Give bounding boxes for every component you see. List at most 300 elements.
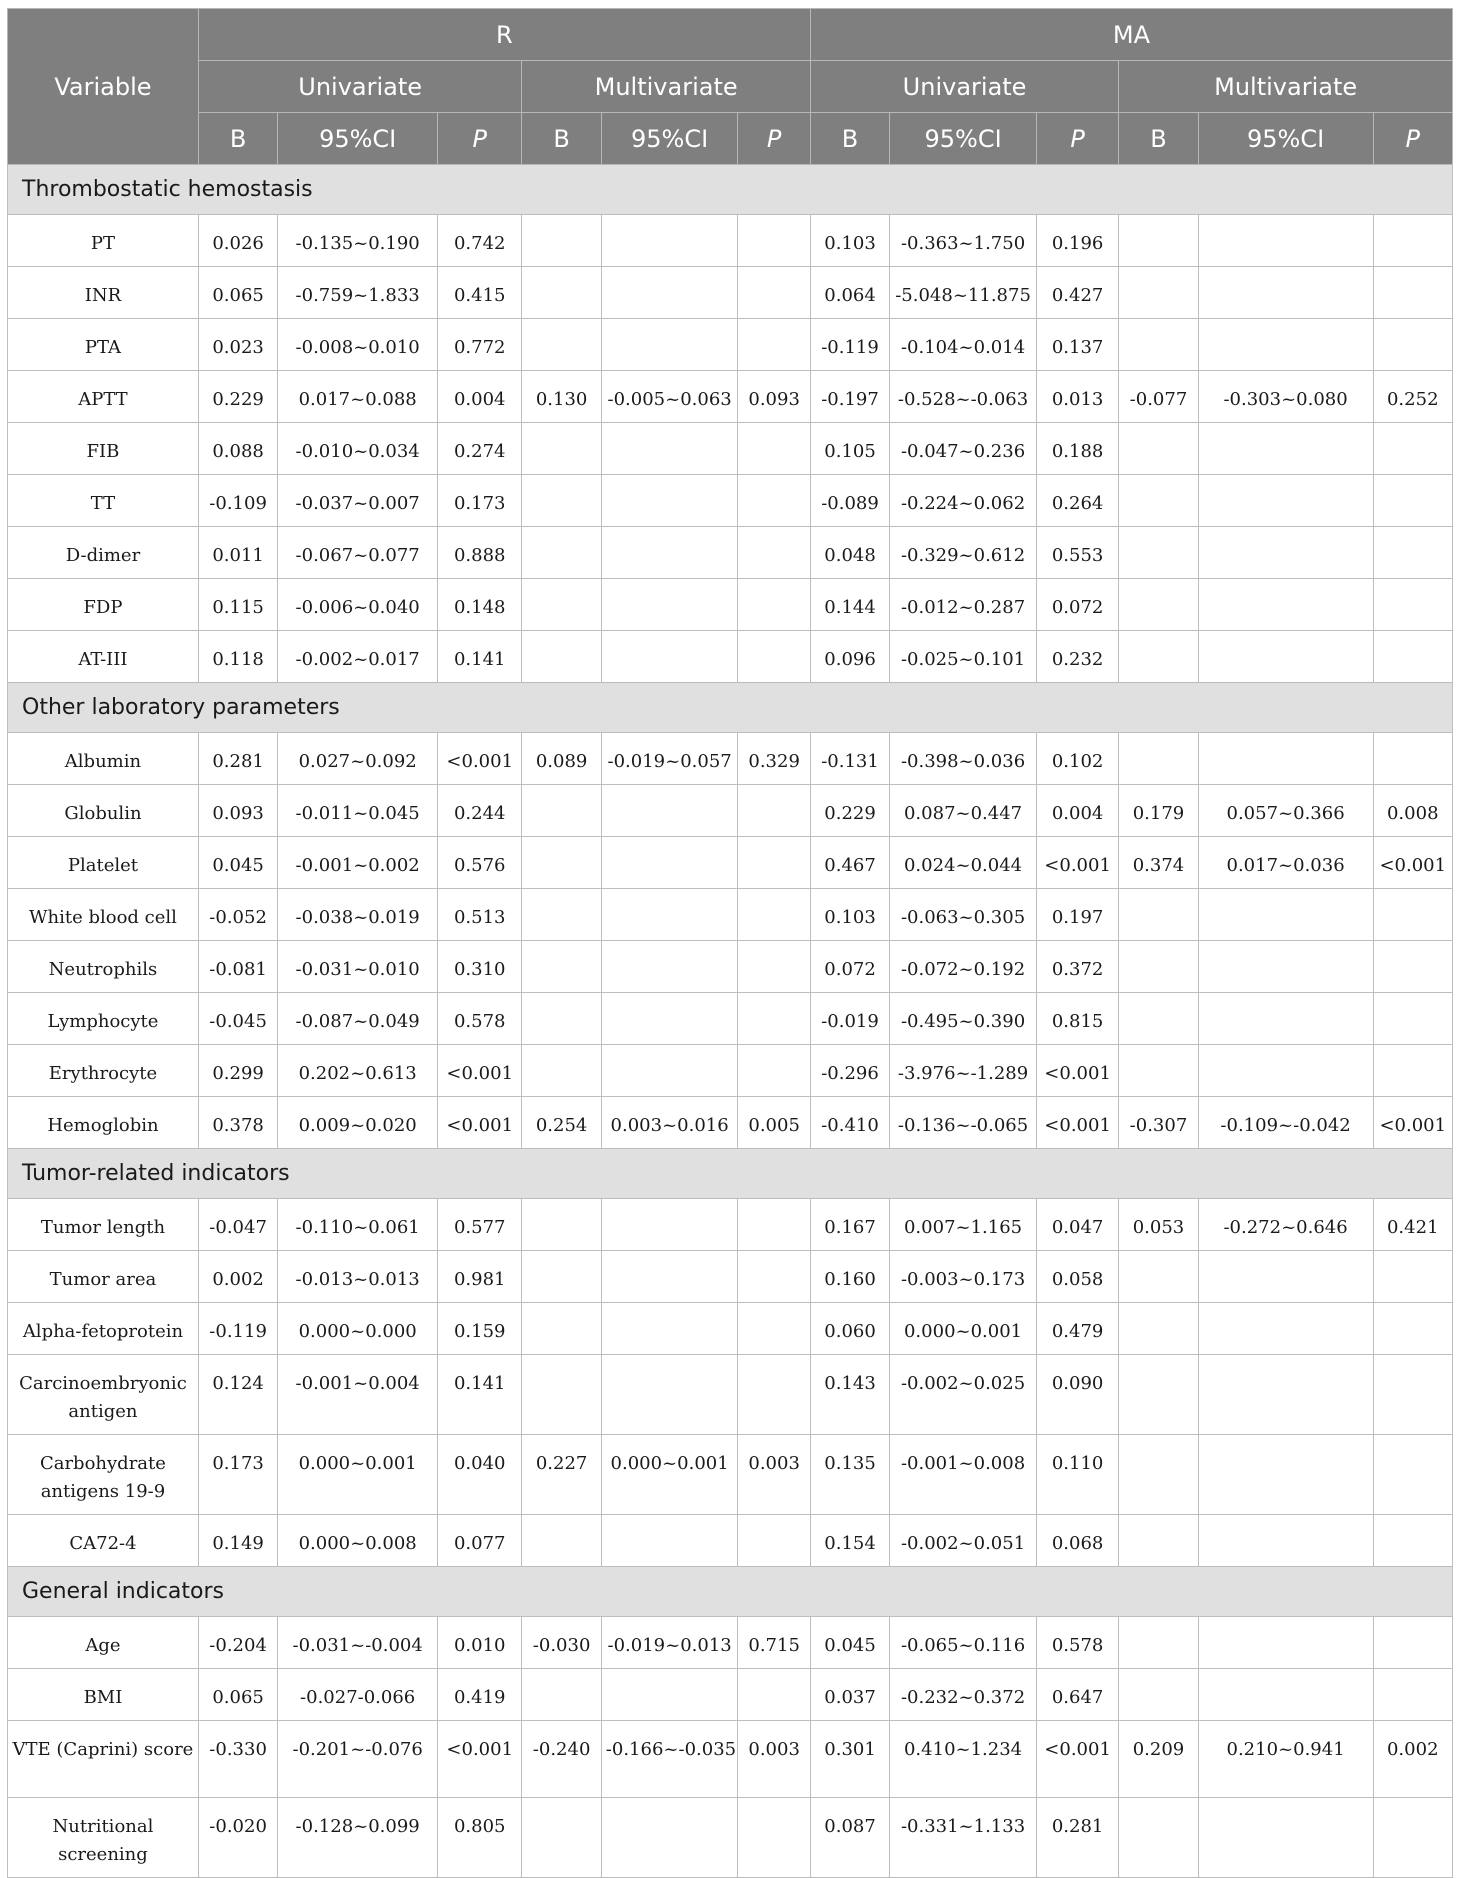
variable-cell: BMI xyxy=(8,1669,199,1721)
table-row xyxy=(8,785,1453,837)
value-cell: 0.027~0.092 xyxy=(278,733,438,785)
value-cell: 0.005 xyxy=(738,1097,810,1149)
value-cell: -0.025~0.101 xyxy=(890,631,1037,683)
value-cell: 0.000~0.001 xyxy=(890,1303,1037,1355)
value-cell: 0.024~0.044 xyxy=(890,837,1037,889)
variable-cell: Age xyxy=(8,1617,199,1669)
value-cell xyxy=(1198,267,1373,319)
value-cell: 0.077 xyxy=(438,1515,522,1567)
table-row xyxy=(8,371,1453,423)
value-cell xyxy=(738,1355,810,1435)
value-cell: 0.000~0.001 xyxy=(601,1435,738,1515)
value-cell: <0.001 xyxy=(1036,837,1118,889)
value-cell: 0.037 xyxy=(810,1669,889,1721)
value-cell: 0.017~0.036 xyxy=(1198,837,1373,889)
value-cell xyxy=(1373,267,1453,319)
value-cell xyxy=(522,527,601,579)
value-cell xyxy=(1373,631,1453,683)
value-cell: 0.252 xyxy=(1373,371,1453,423)
variable-cell: VTE (Caprini) score xyxy=(8,1721,199,1798)
section-header-row xyxy=(8,683,1453,733)
table-row xyxy=(8,1199,1453,1251)
value-cell: 0.202~0.613 xyxy=(278,1045,438,1097)
value-cell xyxy=(1373,1435,1453,1515)
variable-cell: Neutrophils xyxy=(8,941,199,993)
table-row xyxy=(8,1669,1453,1721)
section-title: Tumor-related indicators xyxy=(8,1149,1453,1199)
value-cell: 0.173 xyxy=(198,1435,277,1515)
value-cell xyxy=(601,579,738,631)
value-cell: -0.128~0.099 xyxy=(278,1798,438,1878)
value-cell: -0.119 xyxy=(198,1303,277,1355)
table-row xyxy=(8,1303,1453,1355)
value-cell: 0.715 xyxy=(738,1617,810,1669)
table-row xyxy=(8,1251,1453,1303)
value-cell xyxy=(1119,1355,1198,1435)
value-cell: <0.001 xyxy=(1036,1045,1118,1097)
value-cell: 0.188 xyxy=(1036,423,1118,475)
value-cell: <0.001 xyxy=(438,733,522,785)
value-cell xyxy=(522,1199,601,1251)
value-cell xyxy=(1373,579,1453,631)
table-row xyxy=(8,475,1453,527)
value-cell: <0.001 xyxy=(1373,1097,1453,1149)
value-cell xyxy=(738,1251,810,1303)
value-cell: 0.011 xyxy=(198,527,277,579)
table-row xyxy=(8,1617,1453,1669)
value-cell xyxy=(738,631,810,683)
table-row xyxy=(8,1798,1453,1878)
header-group-r: R xyxy=(198,9,810,61)
value-cell xyxy=(738,785,810,837)
header-r-multivariate: Multivariate xyxy=(522,61,810,113)
table-row xyxy=(8,579,1453,631)
value-cell: 0.372 xyxy=(1036,941,1118,993)
value-cell: -0.047~0.236 xyxy=(890,423,1037,475)
table-row xyxy=(8,733,1453,785)
header-r-univariate: Univariate xyxy=(198,61,522,113)
value-cell: <0.001 xyxy=(438,1721,522,1798)
variable-cell: INR xyxy=(8,267,199,319)
value-cell xyxy=(522,267,601,319)
value-cell: -0.272~0.646 xyxy=(1198,1199,1373,1251)
value-cell: 0.110 xyxy=(1036,1435,1118,1515)
value-cell: 0.281 xyxy=(198,733,277,785)
header-b: B xyxy=(198,113,277,165)
value-cell xyxy=(738,1515,810,1567)
table-body xyxy=(8,165,1453,1878)
variable-cell: TT xyxy=(8,475,199,527)
value-cell: 0.072 xyxy=(1036,579,1118,631)
header-variable: Variable xyxy=(8,9,199,165)
value-cell: 0.003 xyxy=(738,1721,810,1798)
value-cell xyxy=(1198,423,1373,475)
value-cell xyxy=(1119,941,1198,993)
value-cell: 0.772 xyxy=(438,319,522,371)
value-cell xyxy=(522,1515,601,1567)
value-cell: 0.427 xyxy=(1036,267,1118,319)
value-cell: 0.421 xyxy=(1373,1199,1453,1251)
value-cell: -0.045 xyxy=(198,993,277,1045)
value-cell: 0.374 xyxy=(1119,837,1198,889)
value-cell: 0.118 xyxy=(198,631,277,683)
value-cell xyxy=(1373,1669,1453,1721)
value-cell xyxy=(601,423,738,475)
value-cell: -0.019~0.057 xyxy=(601,733,738,785)
value-cell: 0.002 xyxy=(1373,1721,1453,1798)
value-cell: 0.057~0.366 xyxy=(1198,785,1373,837)
value-cell: 0.105 xyxy=(810,423,889,475)
value-cell: 0.093 xyxy=(198,785,277,837)
value-cell: 0.090 xyxy=(1036,1355,1118,1435)
value-cell xyxy=(1198,733,1373,785)
value-cell xyxy=(601,837,738,889)
table-row xyxy=(8,319,1453,371)
value-cell: 0.742 xyxy=(438,215,522,267)
value-cell: -0.089 xyxy=(810,475,889,527)
header-group-ma: MA xyxy=(810,9,1452,61)
header-p: P xyxy=(1373,113,1453,165)
value-cell xyxy=(601,941,738,993)
value-cell: 0.003 xyxy=(738,1435,810,1515)
value-cell xyxy=(522,475,601,527)
value-cell xyxy=(1119,319,1198,371)
value-cell xyxy=(1119,1617,1198,1669)
value-cell: 0.578 xyxy=(1036,1617,1118,1669)
value-cell xyxy=(738,527,810,579)
value-cell: -0.027-0.066 xyxy=(278,1669,438,1721)
header-p: P xyxy=(438,113,522,165)
value-cell xyxy=(522,1669,601,1721)
value-cell: -0.135~0.190 xyxy=(278,215,438,267)
value-cell xyxy=(601,631,738,683)
value-cell xyxy=(738,319,810,371)
value-cell: 0.124 xyxy=(198,1355,277,1435)
value-cell: 0.072 xyxy=(810,941,889,993)
value-cell xyxy=(1119,215,1198,267)
value-cell xyxy=(522,215,601,267)
results-table-container xyxy=(7,8,1453,1878)
value-cell: -0.010~0.034 xyxy=(278,423,438,475)
value-cell: -0.410 xyxy=(810,1097,889,1149)
value-cell: 0.013 xyxy=(1036,371,1118,423)
section-header-row xyxy=(8,1567,1453,1617)
value-cell: 0.815 xyxy=(1036,993,1118,1045)
header-b: B xyxy=(1119,113,1198,165)
value-cell: -0.329~0.612 xyxy=(890,527,1037,579)
value-cell: 0.096 xyxy=(810,631,889,683)
value-cell xyxy=(1373,1798,1453,1878)
value-cell xyxy=(1373,527,1453,579)
value-cell xyxy=(522,1303,601,1355)
table-row xyxy=(8,1045,1453,1097)
value-cell: 0.419 xyxy=(438,1669,522,1721)
value-cell: -0.067~0.077 xyxy=(278,527,438,579)
value-cell: 0.264 xyxy=(1036,475,1118,527)
value-cell: 0.229 xyxy=(810,785,889,837)
value-cell xyxy=(1119,889,1198,941)
variable-cell: Nutritional screening xyxy=(8,1798,199,1878)
value-cell: 0.045 xyxy=(198,837,277,889)
value-cell: -0.398~0.036 xyxy=(890,733,1037,785)
value-cell: 0.310 xyxy=(438,941,522,993)
value-cell xyxy=(738,837,810,889)
value-cell: 0.141 xyxy=(438,631,522,683)
value-cell: 0.007~1.165 xyxy=(890,1199,1037,1251)
value-cell xyxy=(1198,475,1373,527)
value-cell: <0.001 xyxy=(438,1097,522,1149)
value-cell: 0.087 xyxy=(810,1798,889,1878)
header-b: B xyxy=(522,113,601,165)
variable-cell: Lymphocyte xyxy=(8,993,199,1045)
value-cell: -0.303~0.080 xyxy=(1198,371,1373,423)
value-cell: 0.093 xyxy=(738,371,810,423)
value-cell: 0.009~0.020 xyxy=(278,1097,438,1149)
value-cell: -0.495~0.390 xyxy=(890,993,1037,1045)
value-cell xyxy=(601,1303,738,1355)
value-cell xyxy=(738,941,810,993)
value-cell: 0.000~0.000 xyxy=(278,1303,438,1355)
value-cell xyxy=(738,423,810,475)
table-row xyxy=(8,267,1453,319)
value-cell xyxy=(522,785,601,837)
value-cell: 0.274 xyxy=(438,423,522,475)
value-cell xyxy=(738,579,810,631)
value-cell: -5.048~11.875 xyxy=(890,267,1037,319)
value-cell: -0.063~0.305 xyxy=(890,889,1037,941)
value-cell: 0.064 xyxy=(810,267,889,319)
header-ma-univariate: Univariate xyxy=(810,61,1118,113)
value-cell xyxy=(1373,993,1453,1045)
value-cell: 0.103 xyxy=(810,215,889,267)
table-row xyxy=(8,1435,1453,1515)
value-cell xyxy=(1373,423,1453,475)
value-cell xyxy=(522,631,601,683)
variable-cell: AT-III xyxy=(8,631,199,683)
value-cell xyxy=(601,1515,738,1567)
value-cell: -0.002~0.051 xyxy=(890,1515,1037,1567)
value-cell: 0.149 xyxy=(198,1515,277,1567)
value-cell xyxy=(1198,631,1373,683)
value-cell xyxy=(1373,1251,1453,1303)
variable-cell: FDP xyxy=(8,579,199,631)
header-b: B xyxy=(810,113,889,165)
value-cell xyxy=(1198,1251,1373,1303)
value-cell: 0.647 xyxy=(1036,1669,1118,1721)
value-cell xyxy=(522,1251,601,1303)
header-ma-multivariate: Multivariate xyxy=(1119,61,1453,113)
value-cell: -0.109 xyxy=(198,475,277,527)
value-cell: -0.330 xyxy=(198,1721,277,1798)
value-cell: 0.065 xyxy=(198,1669,277,1721)
value-cell: <0.001 xyxy=(438,1045,522,1097)
value-cell: 0.148 xyxy=(438,579,522,631)
value-cell: 0.087~0.447 xyxy=(890,785,1037,837)
table-header xyxy=(8,9,1453,165)
value-cell xyxy=(1198,1435,1373,1515)
value-cell: 0.040 xyxy=(438,1435,522,1515)
value-cell xyxy=(1198,215,1373,267)
value-cell: 0.578 xyxy=(438,993,522,1045)
value-cell xyxy=(1119,1515,1198,1567)
variable-cell: Tumor area xyxy=(8,1251,199,1303)
value-cell: -0.363~1.750 xyxy=(890,215,1037,267)
value-cell: 0.159 xyxy=(438,1303,522,1355)
variable-cell: PTA xyxy=(8,319,199,371)
value-cell xyxy=(1119,1798,1198,1878)
section-title: General indicators xyxy=(8,1567,1453,1617)
value-cell: 0.254 xyxy=(522,1097,601,1149)
value-cell xyxy=(1119,733,1198,785)
value-cell: 0.115 xyxy=(198,579,277,631)
value-cell: <0.001 xyxy=(1036,1097,1118,1149)
value-cell xyxy=(1198,579,1373,631)
value-cell: 0.577 xyxy=(438,1199,522,1251)
variable-cell: White blood cell xyxy=(8,889,199,941)
value-cell: 0.008 xyxy=(1373,785,1453,837)
variable-cell: Alpha-fetoprotein xyxy=(8,1303,199,1355)
value-cell: <0.001 xyxy=(1373,837,1453,889)
value-cell: 0.088 xyxy=(198,423,277,475)
value-cell: 0.017~0.088 xyxy=(278,371,438,423)
value-cell xyxy=(1198,1669,1373,1721)
section-title: Thrombostatic hemostasis xyxy=(8,165,1453,215)
value-cell: 0.053 xyxy=(1119,1199,1198,1251)
value-cell: -0.224~0.062 xyxy=(890,475,1037,527)
value-cell xyxy=(1119,267,1198,319)
table-row xyxy=(8,1515,1453,1567)
value-cell: 0.004 xyxy=(438,371,522,423)
value-cell xyxy=(601,993,738,1045)
value-cell xyxy=(1198,889,1373,941)
value-cell: -0.136~-0.065 xyxy=(890,1097,1037,1149)
variable-cell: Erythrocyte xyxy=(8,1045,199,1097)
value-cell xyxy=(1119,475,1198,527)
value-cell: 0.299 xyxy=(198,1045,277,1097)
table-row xyxy=(8,631,1453,683)
value-cell: -0.013~0.013 xyxy=(278,1251,438,1303)
value-cell xyxy=(601,319,738,371)
value-cell xyxy=(738,215,810,267)
value-cell: 0.143 xyxy=(810,1355,889,1435)
variable-cell: Carcinoembryonic antigen xyxy=(8,1355,199,1435)
variable-cell: APTT xyxy=(8,371,199,423)
value-cell xyxy=(738,267,810,319)
value-cell xyxy=(738,889,810,941)
value-cell xyxy=(1119,1251,1198,1303)
value-cell: 0.197 xyxy=(1036,889,1118,941)
value-cell: 0.135 xyxy=(810,1435,889,1515)
value-cell xyxy=(601,785,738,837)
value-cell xyxy=(1373,1617,1453,1669)
value-cell: -0.528~-0.063 xyxy=(890,371,1037,423)
value-cell: -0.003~0.173 xyxy=(890,1251,1037,1303)
value-cell: 0.415 xyxy=(438,267,522,319)
value-cell: 0.144 xyxy=(810,579,889,631)
value-cell: 0.103 xyxy=(810,889,889,941)
value-cell: -0.012~0.287 xyxy=(890,579,1037,631)
value-cell: -0.296 xyxy=(810,1045,889,1097)
value-cell: 0.010 xyxy=(438,1617,522,1669)
value-cell: -0.077 xyxy=(1119,371,1198,423)
value-cell xyxy=(1119,579,1198,631)
value-cell: 0.102 xyxy=(1036,733,1118,785)
value-cell xyxy=(738,1303,810,1355)
value-cell xyxy=(1373,475,1453,527)
section-header-row xyxy=(8,165,1453,215)
value-cell: 0.513 xyxy=(438,889,522,941)
value-cell xyxy=(1373,215,1453,267)
section-header-row xyxy=(8,1149,1453,1199)
value-cell: 0.167 xyxy=(810,1199,889,1251)
value-cell: 0.553 xyxy=(1036,527,1118,579)
header-ci: 95%CI xyxy=(278,113,438,165)
value-cell xyxy=(1119,1435,1198,1515)
header-ci: 95%CI xyxy=(890,113,1037,165)
value-cell xyxy=(1119,631,1198,683)
value-cell: -0.307 xyxy=(1119,1097,1198,1149)
variable-cell: Globulin xyxy=(8,785,199,837)
value-cell: <0.001 xyxy=(1036,1721,1118,1798)
table-row xyxy=(8,423,1453,475)
value-cell xyxy=(522,579,601,631)
value-cell: 0.410~1.234 xyxy=(890,1721,1037,1798)
value-cell xyxy=(601,527,738,579)
value-cell: -0.011~0.045 xyxy=(278,785,438,837)
value-cell xyxy=(601,1199,738,1251)
value-cell xyxy=(601,1669,738,1721)
value-cell: -0.131 xyxy=(810,733,889,785)
value-cell: 0.130 xyxy=(522,371,601,423)
value-cell: 0.003~0.016 xyxy=(601,1097,738,1149)
variable-cell: Carbohydrate antigens 19-9 xyxy=(8,1435,199,1515)
value-cell xyxy=(601,1251,738,1303)
variable-cell: FIB xyxy=(8,423,199,475)
value-cell: 0.378 xyxy=(198,1097,277,1149)
value-cell: 0.000~0.008 xyxy=(278,1515,438,1567)
value-cell: 0.160 xyxy=(810,1251,889,1303)
value-cell: -0.006~0.040 xyxy=(278,579,438,631)
value-cell: -0.081 xyxy=(198,941,277,993)
value-cell: -0.072~0.192 xyxy=(890,941,1037,993)
value-cell xyxy=(1198,527,1373,579)
value-cell: 0.281 xyxy=(1036,1798,1118,1878)
value-cell xyxy=(522,1798,601,1878)
value-cell: 0.888 xyxy=(438,527,522,579)
value-cell: -0.232~0.372 xyxy=(890,1669,1037,1721)
value-cell: 0.981 xyxy=(438,1251,522,1303)
value-cell: -0.002~0.017 xyxy=(278,631,438,683)
value-cell xyxy=(1373,1355,1453,1435)
value-cell: 0.060 xyxy=(810,1303,889,1355)
value-cell: -0.047 xyxy=(198,1199,277,1251)
value-cell: -0.166~-0.035 xyxy=(601,1721,738,1798)
section-title: Other laboratory parameters xyxy=(8,683,1453,733)
value-cell: 0.329 xyxy=(738,733,810,785)
table-row xyxy=(8,889,1453,941)
value-cell: -0.197 xyxy=(810,371,889,423)
variable-cell: Hemoglobin xyxy=(8,1097,199,1149)
value-cell: -0.104~0.014 xyxy=(890,319,1037,371)
value-cell: -0.037~0.007 xyxy=(278,475,438,527)
value-cell: -0.031~0.010 xyxy=(278,941,438,993)
variable-cell: PT xyxy=(8,215,199,267)
value-cell: -0.001~0.002 xyxy=(278,837,438,889)
value-cell: -0.240 xyxy=(522,1721,601,1798)
value-cell xyxy=(601,1045,738,1097)
value-cell xyxy=(1373,941,1453,993)
value-cell: 0.805 xyxy=(438,1798,522,1878)
